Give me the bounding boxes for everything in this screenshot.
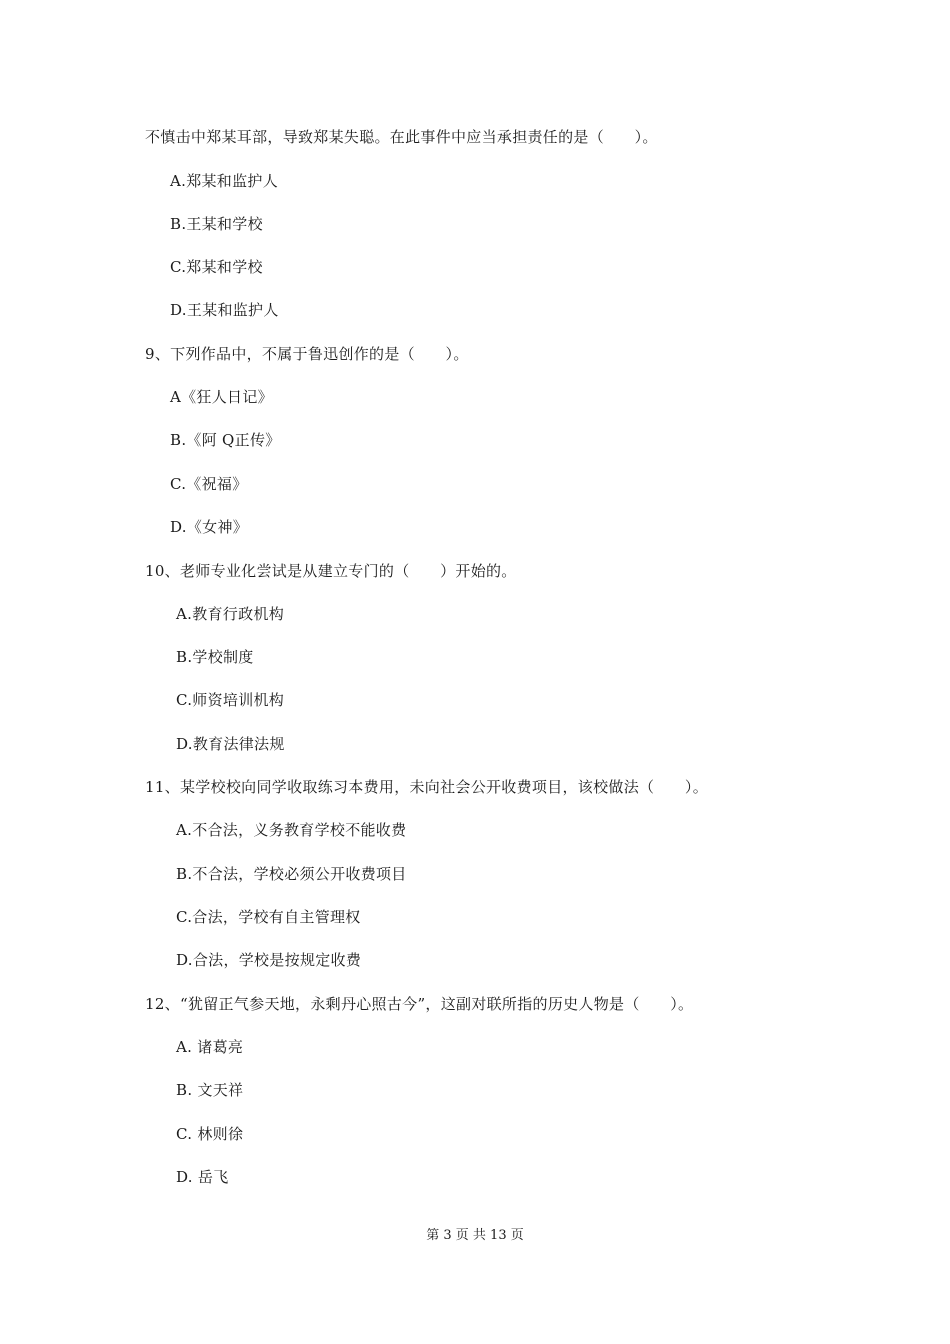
- page-number-footer: 第 3 页 共 13 页: [426, 1228, 524, 1243]
- q10-option-c: C.师资培训机构: [176, 691, 285, 709]
- q10-option-d: D.教育法律法规: [176, 735, 285, 753]
- q11-option-b: B.不合法，学校必须公开收费项目: [176, 865, 407, 883]
- q11-option-c: C.合法，学校有自主管理权: [176, 908, 361, 926]
- q12-option-b: B. 文天祥: [176, 1081, 244, 1099]
- q10-option-b: B.学校制度: [176, 648, 254, 666]
- question-stem-continuation: 不慎击中郑某耳部，导致郑某失聪。在此事件中应当承担责任的是（ ）。: [145, 128, 658, 146]
- option-c: C.郑某和学校: [170, 258, 263, 276]
- q11-option-a: A.不合法，义务教育学校不能收费: [176, 821, 407, 839]
- q9-option-a: A《狂人日记》: [170, 388, 273, 406]
- q9-option-d: D.《女神》: [170, 518, 249, 536]
- option-d: D.王某和监护人: [170, 301, 279, 319]
- option-a: A.郑某和监护人: [170, 172, 279, 190]
- question-10-stem: 10、老师专业化尝试是从建立专门的（ ）开始的。: [145, 562, 517, 580]
- q9-option-c: C.《祝福》: [170, 475, 248, 493]
- question-12-stem: 12、“犹留正气参天地，永剩丹心照古今”，这副对联所指的历史人物是（ ）。: [145, 995, 694, 1013]
- q11-option-d: D.合法，学校是按规定收费: [176, 951, 362, 969]
- question-9-stem: 9、下列作品中，不属于鲁迅创作的是（ ）。: [145, 345, 469, 363]
- q12-option-c: C. 林则徐: [176, 1125, 244, 1143]
- q12-option-a: A. 诸葛亮: [176, 1038, 244, 1056]
- option-b: B.王某和学校: [170, 215, 263, 233]
- question-11-stem: 11、某学校校向同学收取练习本费用，未向社会公开收费项目，该校做法（ ）。: [145, 778, 708, 796]
- q10-option-a: A.教育行政机构: [176, 605, 285, 623]
- q9-option-b: B.《阿 Q正传》: [170, 431, 281, 449]
- q12-option-d: D. 岳飞: [176, 1168, 229, 1186]
